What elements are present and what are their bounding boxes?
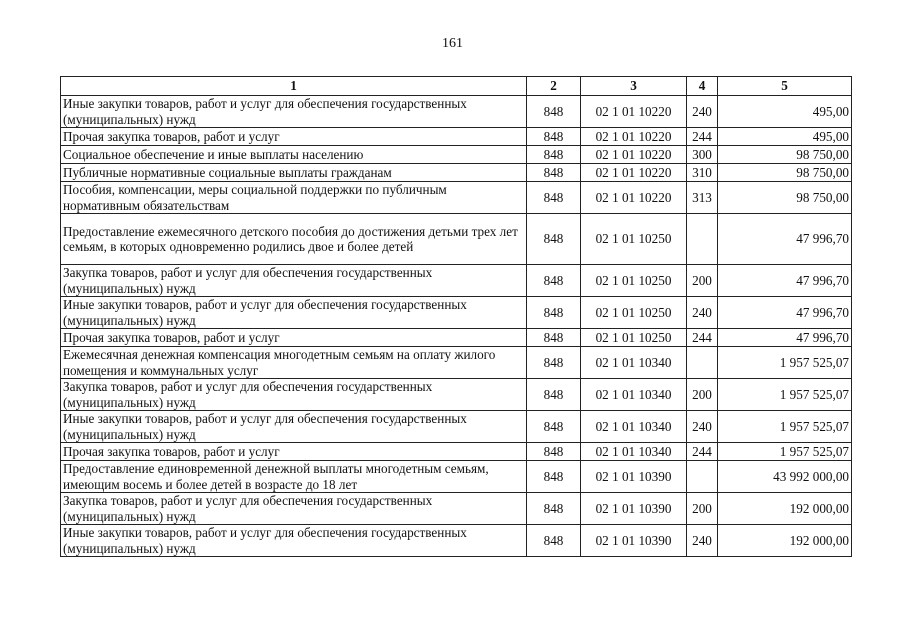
row-csr-cell: 02 1 01 10340 [581, 411, 687, 443]
row-name-cell: Иные закупки товаров, работ и услуг для обеспечения государственных (муниципальных) нужд [61, 297, 527, 329]
row-sum-cell: 1 957 525,07 [718, 411, 852, 443]
row-name-cell: Пособия, компенсации, меры социальной поддержки по публичным нормативным обязательствам [61, 182, 527, 214]
table-row [61, 443, 852, 461]
row-ved-cell: 848 [527, 493, 581, 525]
row-csr-cell: 02 1 01 10220 [581, 96, 687, 128]
row-vr-cell: 244 [687, 128, 718, 146]
table-row [61, 379, 852, 411]
table-row [61, 128, 852, 146]
row-vr-cell: 240 [687, 525, 718, 557]
row-ved-cell: 848 [527, 96, 581, 128]
row-csr-cell: 02 1 01 10220 [581, 128, 687, 146]
row-csr-cell: 02 1 01 10390 [581, 493, 687, 525]
row-sum-cell: 98 750,00 [718, 164, 852, 182]
header-ved: 2 [527, 77, 581, 96]
row-ved-cell: 848 [527, 128, 581, 146]
row-vr-cell: 200 [687, 493, 718, 525]
row-sum-cell: 192 000,00 [718, 525, 852, 557]
row-csr-cell: 02 1 01 10390 [581, 461, 687, 493]
row-ved-cell: 848 [527, 164, 581, 182]
row-name-cell: Иные закупки товаров, работ и услуг для обеспечения государственных (муниципальных) нужд [61, 96, 527, 128]
row-csr-cell: 02 1 01 10220 [581, 146, 687, 164]
row-csr-cell: 02 1 01 10250 [581, 265, 687, 297]
row-sum-cell: 47 996,70 [718, 329, 852, 347]
row-name-cell: Социальное обеспечение и иные выплаты населению [61, 146, 527, 164]
row-ved-cell: 848 [527, 297, 581, 329]
header-csr: 3 [581, 77, 687, 96]
row-sum-cell: 1 957 525,07 [718, 347, 852, 379]
row-vr-cell: 244 [687, 329, 718, 347]
row-csr-cell: 02 1 01 10340 [581, 347, 687, 379]
row-sum-cell: 495,00 [718, 96, 852, 128]
row-csr-cell: 02 1 01 10340 [581, 443, 687, 461]
row-name-cell: Предоставление единовременной денежной выплаты многодетным семьям, имеющим восемь и более детей в возрасте до 18 лет [61, 461, 527, 493]
row-name-cell: Закупка товаров, работ и услуг для обеспечения государственных (муниципальных) нужд [61, 493, 527, 525]
row-sum-cell: 47 996,70 [718, 297, 852, 329]
row-csr-cell: 02 1 01 10220 [581, 182, 687, 214]
row-sum-cell: 495,00 [718, 128, 852, 146]
row-vr-cell: 240 [687, 411, 718, 443]
row-ved-cell: 848 [527, 265, 581, 297]
row-name-cell: Прочая закупка товаров, работ и услуг [61, 329, 527, 347]
row-ved-cell: 848 [527, 347, 581, 379]
table-row [61, 182, 852, 214]
table-row [61, 347, 852, 379]
row-ved-cell: 848 [527, 461, 581, 493]
row-ved-cell: 848 [527, 146, 581, 164]
row-sum-cell: 98 750,00 [718, 182, 852, 214]
header-vr: 4 [687, 77, 718, 96]
table-row [61, 96, 852, 128]
row-vr-cell: 310 [687, 164, 718, 182]
row-csr-cell: 02 1 01 10220 [581, 164, 687, 182]
table-body [61, 96, 852, 557]
table-row [61, 164, 852, 182]
page-number: 161 [442, 36, 463, 51]
table-row [61, 297, 852, 329]
row-ved-cell: 848 [527, 329, 581, 347]
row-csr-cell: 02 1 01 10390 [581, 525, 687, 557]
row-ved-cell: 848 [527, 525, 581, 557]
row-csr-cell: 02 1 01 10250 [581, 297, 687, 329]
row-ved-cell: 848 [527, 411, 581, 443]
row-ved-cell: 848 [527, 379, 581, 411]
row-ved-cell: 848 [527, 182, 581, 214]
row-sum-cell: 47 996,70 [718, 214, 852, 265]
table-row [61, 265, 852, 297]
row-vr-cell: 313 [687, 182, 718, 214]
row-name-cell: Предоставление ежемесячного детского пособия до достижения детьми трех лет семьям, в которых одновременно родились двое и более детей [61, 214, 527, 265]
row-vr-cell [687, 347, 718, 379]
row-csr-cell: 02 1 01 10340 [581, 379, 687, 411]
row-sum-cell: 1 957 525,07 [718, 443, 852, 461]
table-row [61, 146, 852, 164]
row-ved-cell: 848 [527, 443, 581, 461]
header-sum: 5 [718, 77, 852, 96]
row-sum-cell: 47 996,70 [718, 265, 852, 297]
row-ved-cell: 848 [527, 214, 581, 265]
row-sum-cell: 98 750,00 [718, 146, 852, 164]
row-sum-cell: 43 992 000,00 [718, 461, 852, 493]
table-row [61, 214, 852, 265]
row-vr-cell: 200 [687, 265, 718, 297]
row-sum-cell: 192 000,00 [718, 493, 852, 525]
row-vr-cell: 244 [687, 443, 718, 461]
row-name-cell: Ежемесячная денежная компенсация многодетным семьям на оплату жилого помещения и коммунальных услуг [61, 347, 527, 379]
budget-table [60, 76, 852, 557]
row-name-cell: Иные закупки товаров, работ и услуг для обеспечения государственных (муниципальных) нужд [61, 525, 527, 557]
table-row [61, 525, 852, 557]
table-row [61, 411, 852, 443]
row-vr-cell [687, 461, 718, 493]
row-name-cell: Прочая закупка товаров, работ и услуг [61, 128, 527, 146]
row-vr-cell: 200 [687, 379, 718, 411]
row-vr-cell: 240 [687, 96, 718, 128]
row-vr-cell: 240 [687, 297, 718, 329]
header-name: 1 [61, 77, 527, 96]
row-name-cell: Прочая закупка товаров, работ и услуг [61, 443, 527, 461]
table-header-row [61, 77, 852, 96]
row-csr-cell: 02 1 01 10250 [581, 214, 687, 265]
row-name-cell: Закупка товаров, работ и услуг для обеспечения государственных (муниципальных) нужд [61, 265, 527, 297]
table-row [61, 461, 852, 493]
row-name-cell: Публичные нормативные социальные выплаты гражданам [61, 164, 527, 182]
row-vr-cell [687, 214, 718, 265]
row-name-cell: Закупка товаров, работ и услуг для обеспечения государственных (муниципальных) нужд [61, 379, 527, 411]
row-csr-cell: 02 1 01 10250 [581, 329, 687, 347]
table-row [61, 493, 852, 525]
row-sum-cell: 1 957 525,07 [718, 379, 852, 411]
table-row [61, 329, 852, 347]
row-name-cell: Иные закупки товаров, работ и услуг для обеспечения государственных (муниципальных) нужд [61, 411, 527, 443]
row-vr-cell: 300 [687, 146, 718, 164]
